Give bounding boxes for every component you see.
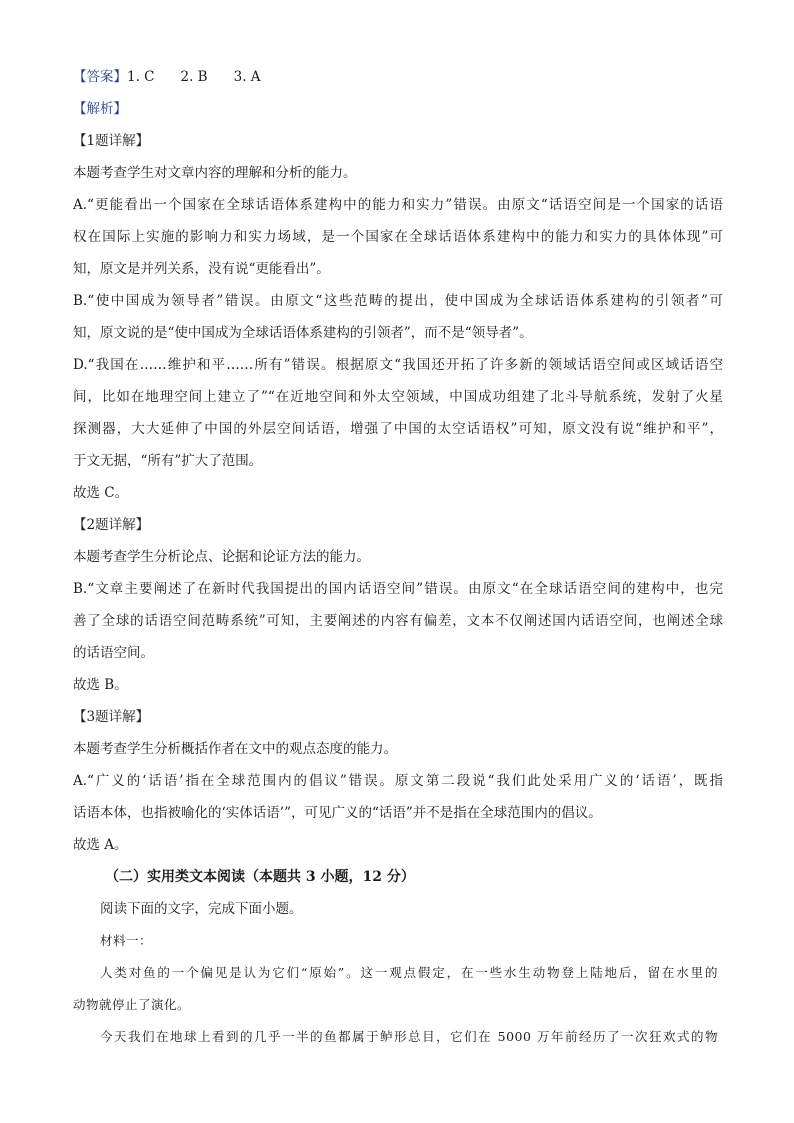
section-title: （二）实用类文本阅读（本题共 3 小题，12 分） [105,869,415,885]
q3-option-a-line: A.“广义的‘话语’指在全球范围内的倡议”错误。原文第二段说“我们此处采用广义的‘话语’，既指 [73,773,723,789]
answer-item-2: 2. B [180,69,208,85]
q1-option-a-line: 权在国际上实施的影响力和实力场域，是一个国家在全球话语体系建构中的能力和实力的具体体现”可 [73,229,723,245]
q2-conclusion: 故选 B。 [73,677,128,693]
q3-conclusion: 故选 A。 [73,837,128,853]
q1-option-d-line: 探测器，大大延伸了中国的外层空间话语，增强了中国的太空话语权”可知，原文没有说“维护和平”， [73,421,723,437]
answer-line [73,67,723,87]
q1-intro: 本题考查学生对文章内容的理解和分析的能力。 [73,165,357,181]
answer-item-1: 1. C [127,69,155,85]
q1-option-b-line: B.“使中国成为领导者”错误。由原文“这些范畴的提出，使中国成为全球话语体系建构的引领者”可 [73,293,723,309]
q2-option-b-line: B.“文章主要阐述了在新时代我国提出的国内话语空间”错误。由原文“在全球话语空间的建构中，也完 [73,581,723,597]
material-paragraph-line: 人类对鱼的一个偏见是认为它们“原始”。这一观点假定，在一些水生动物登上陆地后，留在水里的 [100,965,718,980]
answer-tag: 【答案】 [73,69,127,85]
q2-option-b-line: 的话语空间。 [73,645,154,661]
q1-option-a-line: 知，原文是并列关系，没有说“更能看出”。 [73,261,330,277]
section-instruction: 阅读下面的文字，完成下面小题。 [100,901,303,917]
q1-conclusion: 故选 C。 [73,485,129,501]
material-label: 材料一： [100,933,153,948]
q3-option-a-line: 话语本体，也指被喻化的‘实体话语’”，可见广义的“话语”并不是指在全球范围内的倡议。 [73,805,602,821]
q3-heading: 【3题详解】 [73,709,150,725]
material-paragraph-line: 动物就停止了演化。 [73,997,191,1012]
q2-intro: 本题考查学生分析论点、论据和论证方法的能力。 [73,549,370,565]
answer-item-3: 3. A [233,69,261,85]
material-paragraph-line: 今天我们在地球上看到的几乎一半的鱼都属于鲈形总目，它们在 5000 万年前经历了一次狂欢式的物 [100,1029,718,1044]
analysis-tag: 【解析】 [73,101,127,117]
q1-option-d-line: 间，比如在地理空间上建立了”“在近地空间和外太空领域，中国成功组建了北斗导航系统，发射了火星 [73,389,723,405]
q2-heading: 【2题详解】 [73,517,150,533]
q2-option-b-line: 善了全球的话语空间范畴系统”可知，主要阐述的内容有偏差，文本不仅阐述国内话语空间，也阐述全球 [73,613,723,629]
q3-intro: 本题考查学生分析概括作者在文中的观点态度的能力。 [73,741,397,757]
q1-option-b-line: 知，原文说的是“使中国成为全球话语体系建构的引领者”，而不是“领导者”。 [73,325,533,341]
q1-option-d-line: D.“我国在……维护和平……所有”错误。根据原文“我国还开拓了许多新的领域话语空间或区域话语空 [73,357,723,373]
q1-option-a-line: A.“更能看出一个国家在全球话语体系建构中的能力和实力”错误。由原文“话语空间是一个国家的话语 [73,197,723,213]
q1-option-d-line: 于文无据，“所有”扩大了范围。 [73,453,263,469]
q1-heading: 【1题详解】 [73,133,150,149]
